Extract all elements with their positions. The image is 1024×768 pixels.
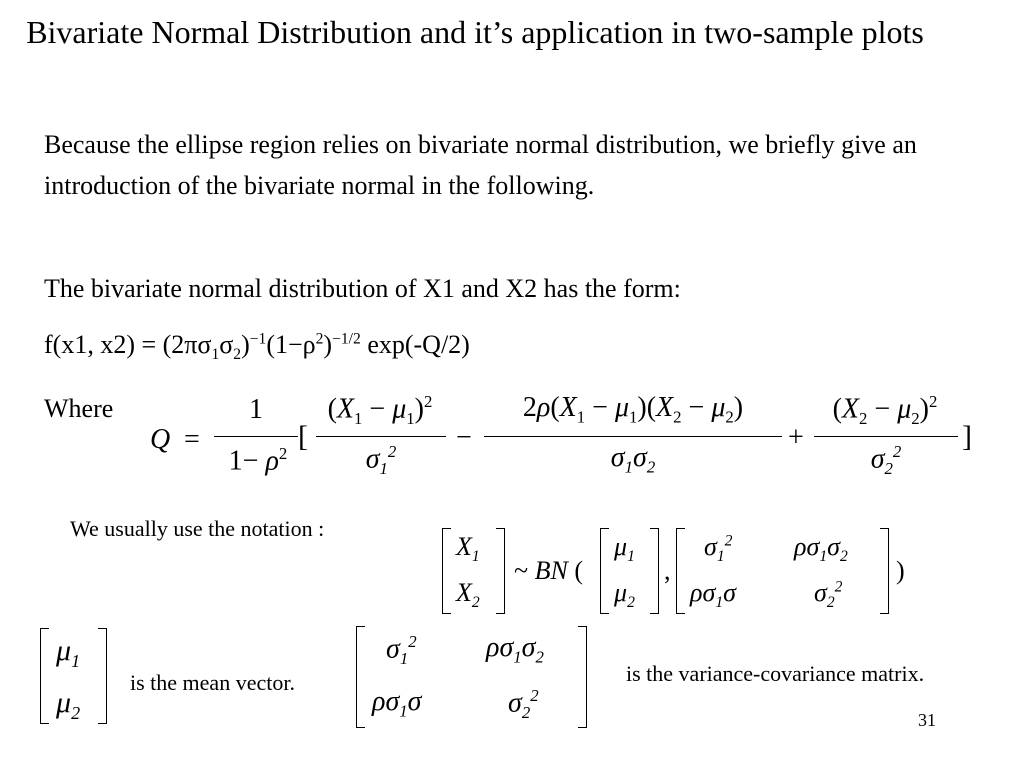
fraction-bar	[316, 436, 446, 437]
fraction-bar	[214, 436, 298, 437]
equals-sign: =	[184, 424, 200, 455]
covariance-label: is the variance-covariance matrix.	[626, 661, 925, 686]
fraction-bar	[484, 436, 782, 437]
mean-vector-label: is the mean vector.	[130, 670, 295, 695]
page-number: 31	[918, 710, 936, 730]
q-symbol: Q	[150, 424, 171, 455]
form-sentence: The bivariate normal distribution of X1 and X2 has the form:	[44, 274, 681, 303]
notation-label: We usually use the notation :	[70, 516, 325, 541]
where-label: Where	[44, 394, 114, 423]
density-formula: f(x1, $x2) = (2\pi\sigma_1\sigma_2)^{-1}(1-\rho^2)^{-1/2}$ exp(-Q/2)	[44, 330, 470, 364]
intro-paragraph: Because the ellipse region relies on bivariate normal distribution, we briefly give an introduction of the bivariate normal in the following.	[44, 130, 917, 200]
fraction-bar	[814, 436, 958, 437]
slide-title: Bivariate Normal Distribution and it’s application in two-sample plots	[26, 14, 924, 50]
